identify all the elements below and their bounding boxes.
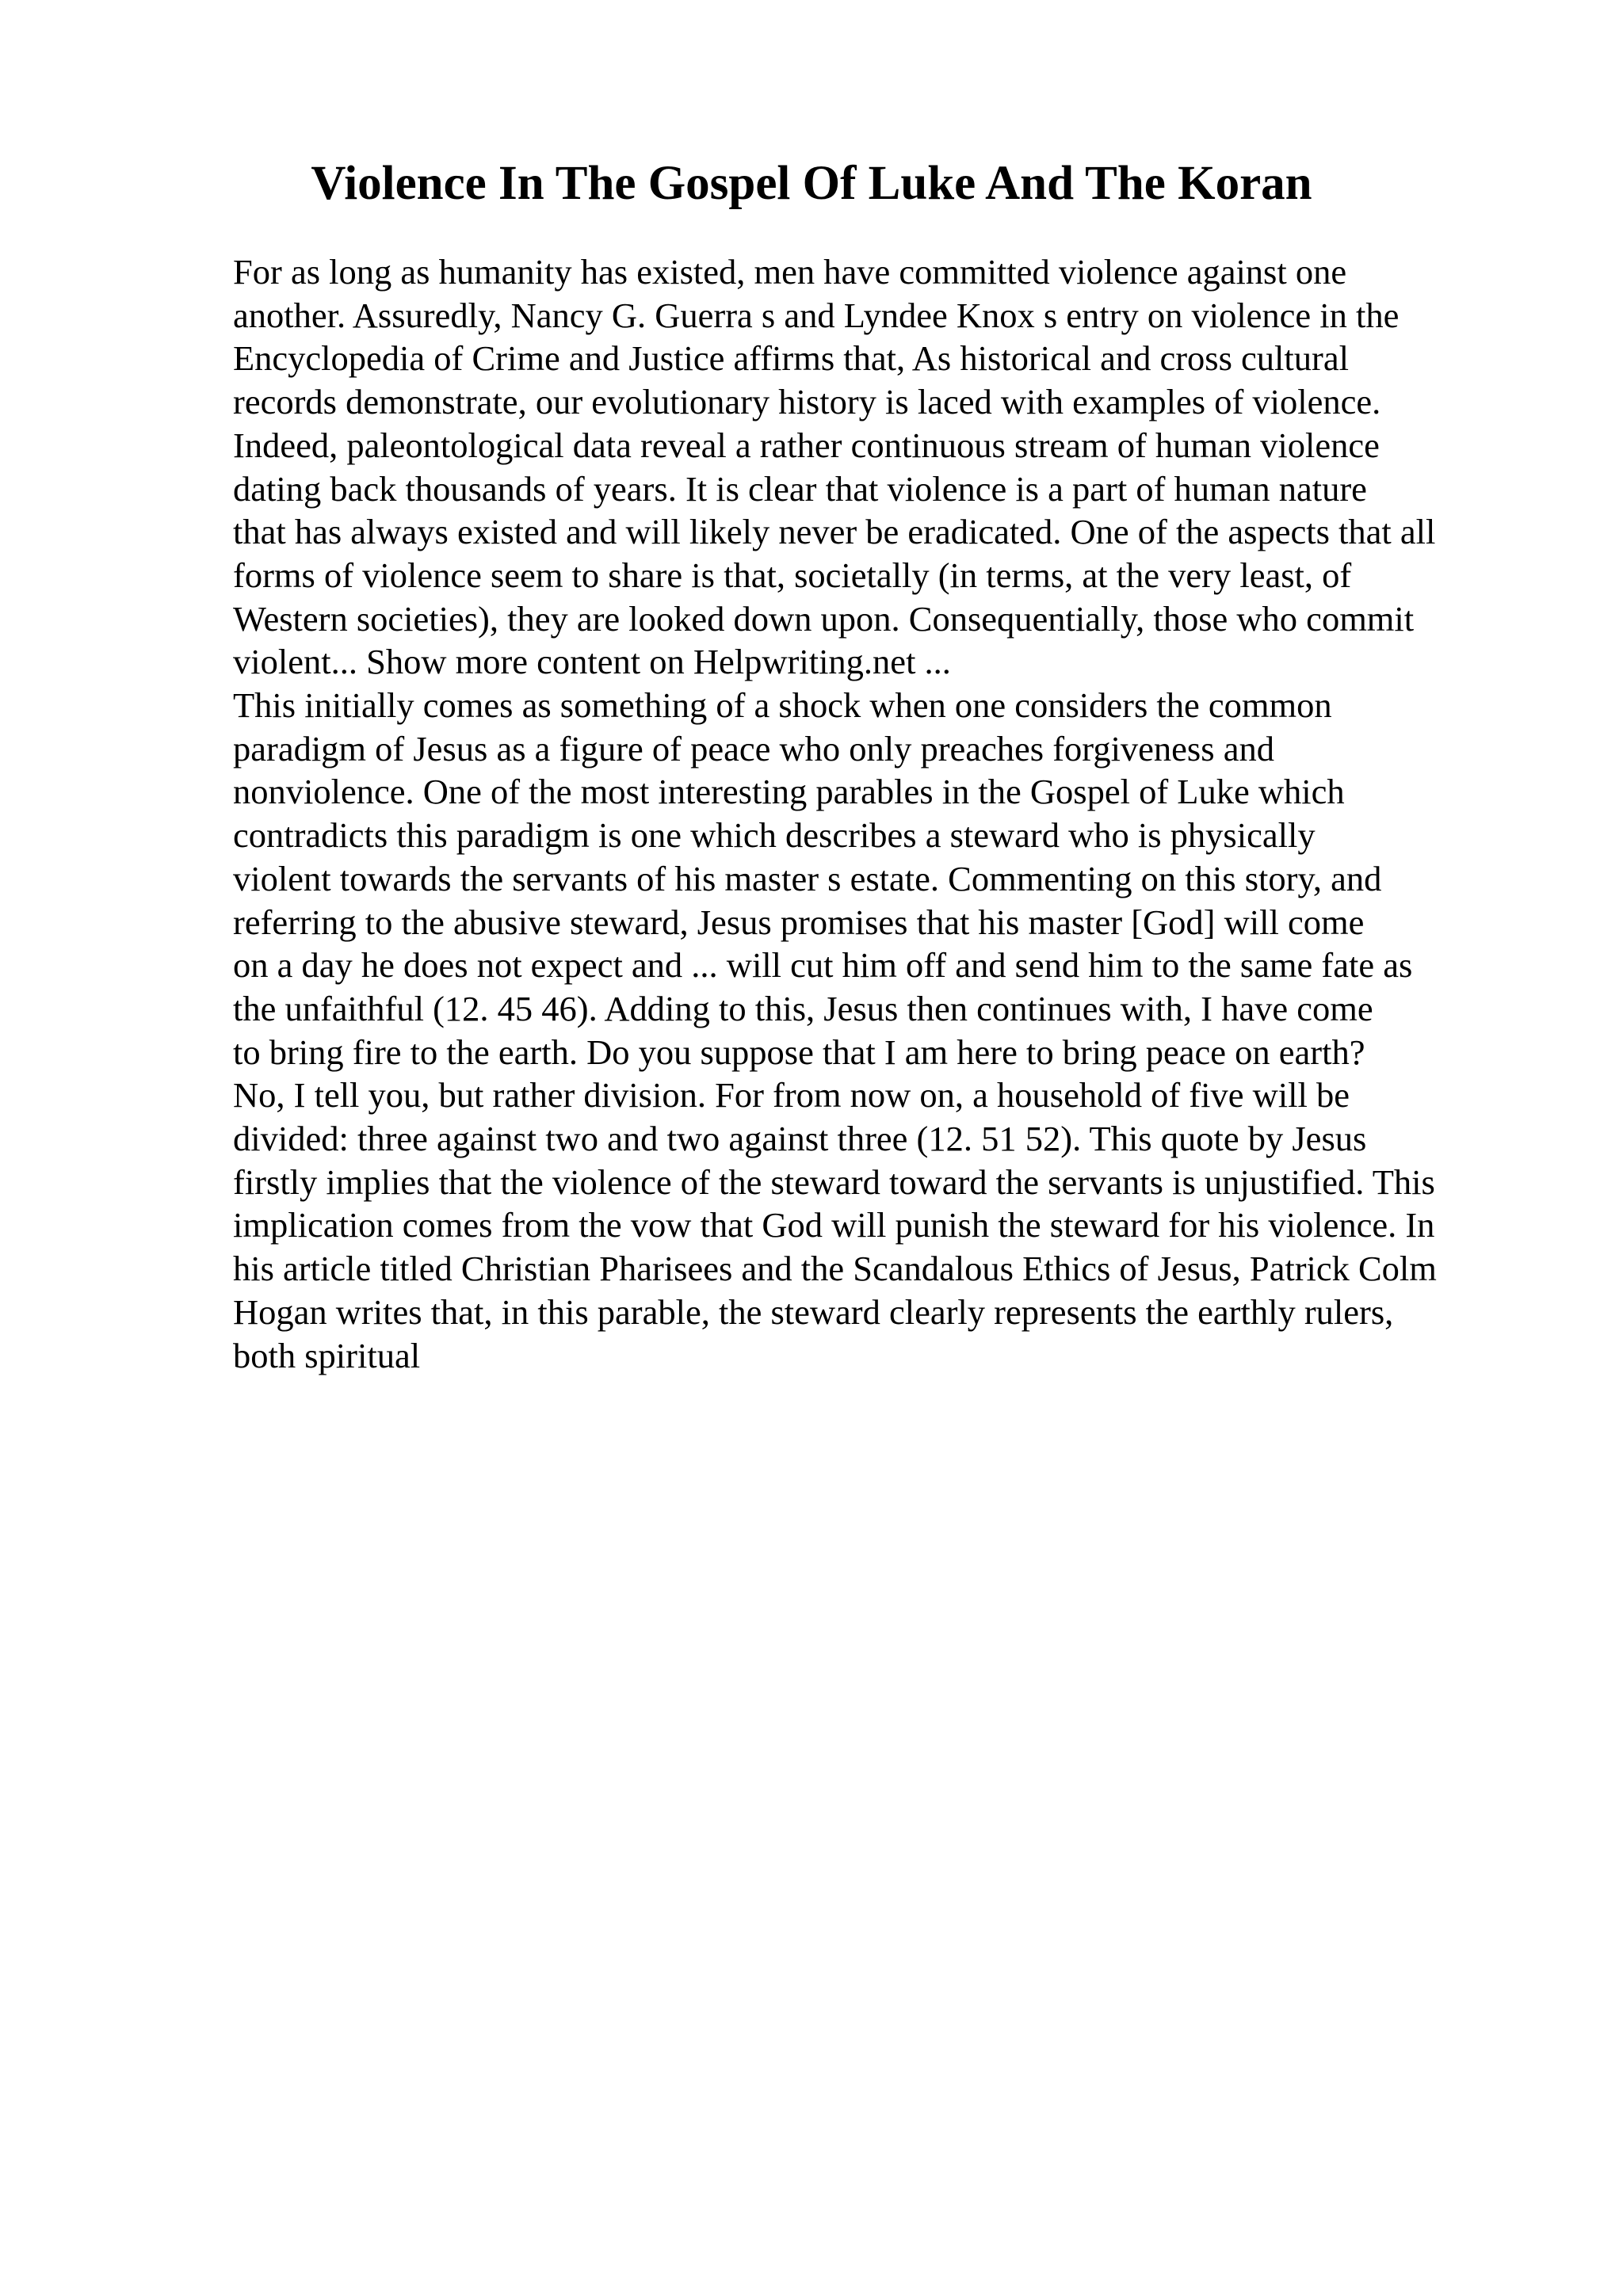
body-line: his article titled Christian Pharisees and the Scandalous Ethics of Jesus, Patrick Colm [233, 1249, 1437, 1289]
body-line: paradigm of Jesus as a figure of peace who only preaches forgiveness and [233, 728, 1274, 769]
body-line: both spiritual [233, 1335, 421, 1375]
body-line: to bring fire to the earth. Do you suppose that I am here to bring peace on earth? [233, 1032, 1365, 1072]
body-line: divided: three against two and two against three (12. 51 52). This quote by Jesus [233, 1119, 1367, 1159]
body-line: that has always existed and will likely never be eradicated. One of the aspects that all [233, 512, 1436, 552]
document-body [233, 250, 1517, 1377]
body-line: firstly implies that the violence of the steward toward the servants is unjustified. This [233, 1161, 1435, 1202]
body-line: This initially comes as something of a shock when one considers the common [233, 685, 1332, 726]
body-line: violent towards the servants of his master s estate. Commenting on this story, and [233, 858, 1382, 898]
body-line: records demonstrate, our evolutionary history is laced with examples of violence. [233, 382, 1381, 422]
body-line: No, I tell you, but rather division. For from now on, a household of five will be [233, 1075, 1350, 1116]
body-line: Hogan writes that, in this parable, the steward clearly represents the earthly rulers, [233, 1291, 1394, 1332]
body-line: forms of violence seem to share is that, societally (in terms, at the very least, of [233, 555, 1352, 595]
body-line: Western societies), they are looked down upon. Consequentially, those who commit [233, 598, 1415, 639]
body-line: referring to the abusive steward, Jesus promises that his master [God] will come [233, 902, 1365, 942]
body-line: contradicts this paradigm is one which describes a steward who is physically [233, 815, 1316, 856]
body-line: another. Assuredly, Nancy G. Guerra s and Lyndee Knox s entry on violence in the [233, 295, 1400, 335]
body-line: Encyclopedia of Crime and Justice affirms that, As historical and cross cultural [233, 338, 1349, 379]
body-line: implication comes from the vow that God will punish the steward for his violence. In [233, 1205, 1435, 1245]
body-line: For as long as humanity has existed, men have committed violence against one [233, 252, 1347, 292]
body-line: nonviolence. One of the most interesting parables in the Gospel of Luke which [233, 772, 1345, 812]
body-line: violent... Show more content on Helpwriting.net ... [233, 642, 951, 682]
body-line: the unfaithful (12. 45 46). Adding to this, Jesus then continues with, I have come [233, 988, 1373, 1028]
body-line: on a day he does not expect and ... will cut him off and send him to the same fate as [233, 945, 1413, 986]
body-line: dating back thousands of years. It is clear that violence is a part of human nature [233, 468, 1367, 509]
document-title: Violence In The Gospel Of Luke And The Koran [311, 157, 1312, 210]
body-line: Indeed, paleontological data reveal a rather continuous stream of human violence [233, 425, 1380, 465]
